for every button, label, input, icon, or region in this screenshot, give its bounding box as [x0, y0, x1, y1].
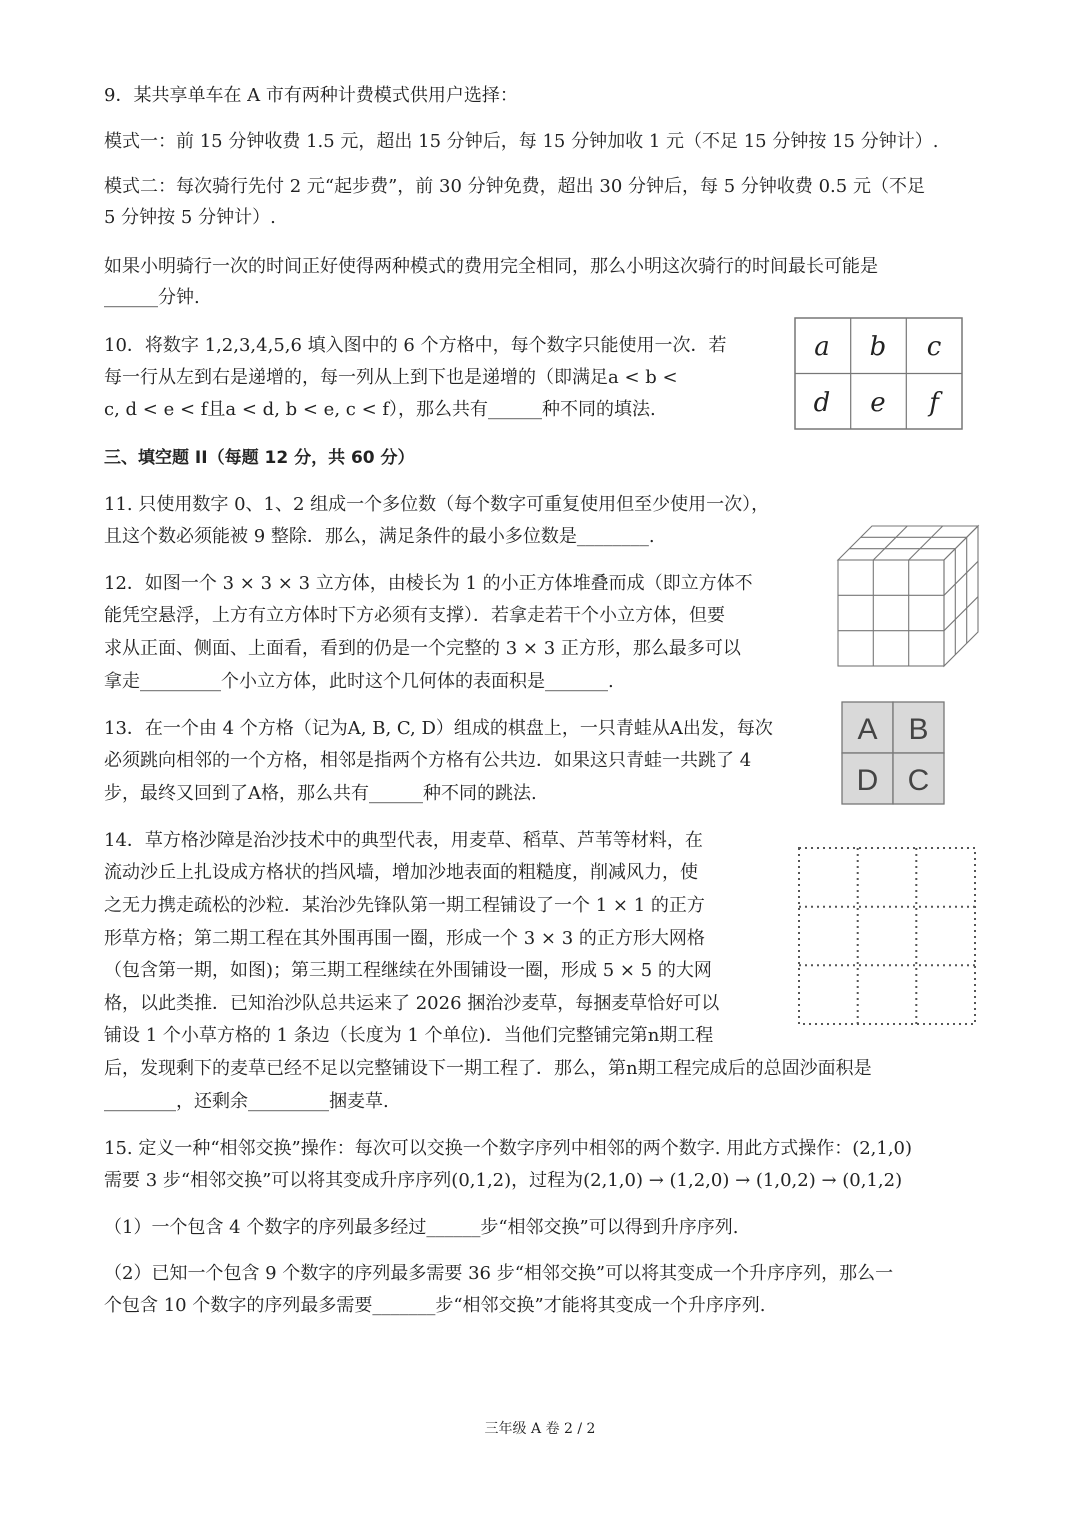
q12-line3: 求从正面、侧面、上面看，看到的仍是一个完整的 3 × 3 正方形，那么最多可以	[104, 638, 741, 659]
q12-line4: 拿走_________个小立方体，此时这个几何体的表面积是_______.	[104, 671, 614, 692]
q9-mode2-line1: 模式二：每次骑行先付 2 元“起步费”，前 30 分钟免费，超出 30 分钟后，每 5 分钟收费 0.5 元（不足	[104, 176, 925, 197]
q10-cell-b: b	[869, 332, 887, 362]
q13-board-figure	[841, 701, 947, 807]
q13-line2: 必须跳向相邻的一个方格，相邻是指两个方格有公共边．如果这只青蛙一共跳了 4	[104, 750, 752, 771]
q14-line4: 形草方格；第二期工程在其外围再围一圈，形成一个 3 × 3 的正方形大网格	[104, 928, 705, 949]
q14-grass-grid-figure	[797, 846, 979, 1028]
q9-mode2-line2: 5 分钟按 5 分钟计）.	[104, 207, 276, 228]
q10-line1: 10．将数字 1,2,3,4,5,6 填入图中的 6 个方格中，每个数字只能使用一次．若	[104, 335, 727, 356]
cube-line	[873, 526, 907, 560]
q13-line1: 13．在一个由 4 个方格（记为A, B, C, D）组成的棋盘上，一只青蛙从A出发，每次	[104, 718, 773, 739]
board-label-d: D	[856, 764, 879, 797]
q9-mode1: 模式一：前 15 分钟收费 1.5 元，超出 15 分钟后，每 15 分钟加收 1 元（不足 15 分钟按 15 分钟计）.	[104, 131, 939, 152]
q12-line2: 能凭空悬浮，上方有立方体时下方必须有支撑）．若拿走若干个小立方体，但要	[104, 605, 725, 626]
q10-cell-c: c	[926, 332, 942, 362]
q10-cell-a: a	[814, 332, 830, 362]
q14-line3: 之无力携走疏松的沙粒．某治沙先锋队第一期工程铺设了一个 1 × 1 的正方	[104, 895, 705, 916]
board-label-b: B	[908, 713, 929, 746]
q11-line2: 且这个数必须能被 9 整除．那么，满足条件的最小多位数是________.	[104, 526, 655, 547]
q13-line3: 步，最终又回到了A格，那么共有______种不同的跳法.	[104, 783, 537, 804]
q14-line2: 流动沙丘上扎设成方格状的挡风墙，增加沙地表面的粗糙度，削减风力，使	[104, 862, 698, 883]
q10-cell-f: f	[929, 388, 939, 418]
q15-part2-line2: 个包含 10 个数字的序列最多需要_______步“相邻交换”才能将其变成一个升序序列.	[104, 1295, 766, 1316]
page-footer: 三年级 A 卷 2 / 2	[484, 1421, 596, 1437]
grass-grid-border	[799, 848, 975, 1024]
q14-line9: ________，还剩余_________捆麦草.	[104, 1091, 389, 1112]
q15-part1: （1）一个包含 4 个数字的序列最多经过______步“相邻交换”可以得到升序序列.	[104, 1217, 739, 1238]
q14-line8: 后，发现剩下的麦草已经不足以完整铺设下一期工程了．那么，第n期工程完成后的总固沙面积是	[104, 1058, 872, 1079]
q10-cell-d: d	[813, 388, 831, 418]
q15-part2-line1: （2）已知一个包含 9 个数字的序列最多需要 36 步“相邻交换”可以将其变成一个升序序列，那么一	[104, 1263, 894, 1284]
board-label-a: A	[857, 713, 878, 746]
q15-line2: 需要 3 步“相邻交换”可以将其变成升序序列(0,1,2)，过程为(2,1,0) → (1,2,0) → (1,0,2) → (0,1,2)	[104, 1170, 903, 1191]
cube-top-face	[838, 526, 978, 560]
board-label-c: C	[907, 764, 930, 797]
section3-title: 三、填空题 II（每题 12 分，共 60 分）	[104, 448, 415, 468]
q14-line5: （包含第一期，如图)；第三期工程继续在外围铺设一圈，形成 5 × 5 的大网	[104, 960, 712, 981]
q9-question-line2: ______分钟.	[104, 287, 200, 308]
q10-line3: c, d < e < f且a < d, b < e, c < f），那么共有______种不同的填法.	[104, 399, 656, 420]
q11-line1: 11. 只使用数字 0、1、2 组成一个多位数（每个数字可重复使用但至少使用一次），	[104, 494, 770, 515]
cube-line	[944, 561, 978, 595]
q9-intro: 9．某共享单车在 A 市有两种计费模式供用户选择：	[104, 85, 518, 106]
q14-line7: 铺设 1 个小草方格的 1 条边（长度为 1 个单位)．当他们完整铺完第n期工程	[104, 1025, 714, 1046]
cube-line	[944, 597, 978, 631]
cube-right-face	[944, 526, 978, 666]
q14-line1: 14．草方格沙障是治沙技术中的典型代表，用麦草、稻草、芦苇等材料，在	[104, 830, 703, 851]
cube-line	[909, 526, 943, 560]
q12-cube-figure	[834, 522, 980, 672]
q10-grid-figure	[794, 317, 964, 431]
cube-front-face	[838, 560, 944, 666]
q12-line1: 12．如图一个 3 × 3 × 3 立方体，由棱长为 1 的小正方体堆叠而成（即立方体不	[104, 573, 753, 594]
q9-question-line1: 如果小明骑行一次的时间正好使得两种模式的费用完全相同，那么小明这次骑行的时间最长可能是	[104, 256, 878, 277]
q10-line2: 每一行从左到右是递增的，每一列从上到下也是递增的（即满足a < b <	[104, 367, 678, 388]
q14-line6: 格，以此类推．已知治沙队总共运来了 2026 捆治沙麦草，每捆麦草恰好可以	[104, 993, 720, 1014]
q15-line1: 15. 定义一种“相邻交换”操作：每次可以交换一个数字序列中相邻的两个数字. 用此方式操作：(2,1,0)	[104, 1138, 913, 1159]
q10-cell-e: e	[870, 388, 886, 418]
